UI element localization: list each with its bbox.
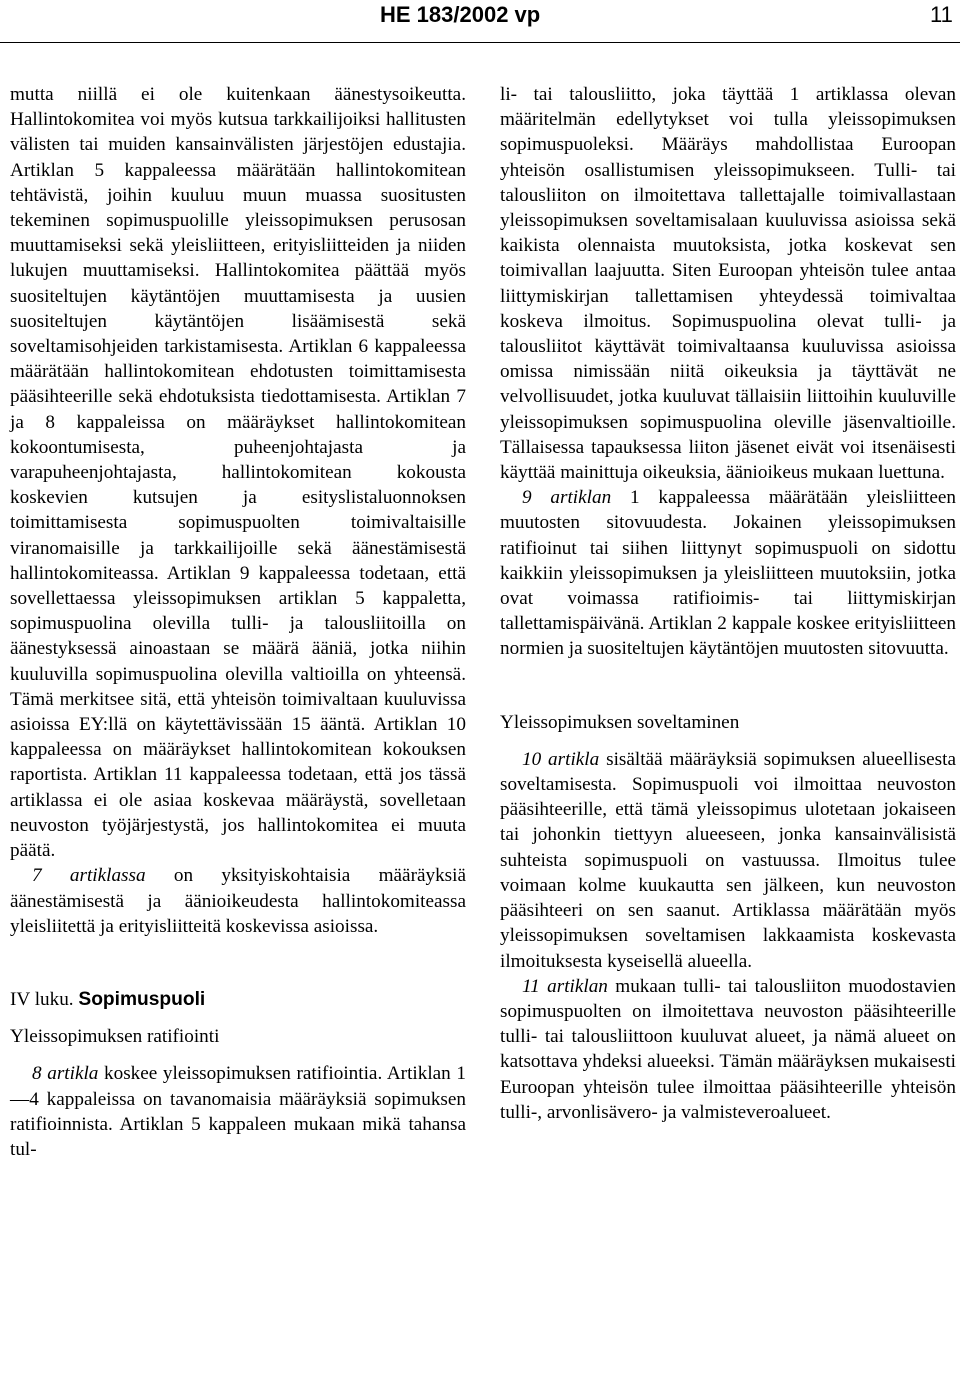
left-column xyxy=(10,82,466,1162)
article-term: 7 artiklassa xyxy=(32,865,146,887)
chapter-title: Sopimuspuoli xyxy=(78,988,206,1010)
spacer xyxy=(10,1012,466,1024)
paragraph-text: on yksityiskohtaisia määräyksiä äänestämisestä ja äänioikeudesta hallintokomiteassa yleisliitettä ja erityisliitteitä koskevissa asioissa. xyxy=(10,865,466,937)
paragraph-text: mukaan tulli- tai talousliiton muodostavien sopimuspuolten on ilmoitettava neuvoston pääsihteerille tulli- tai talousliittoon kuuluvat alueet, ja nämä alueet on katsottava yhdeksi alueeksi. Tämän määräyksen mukaisesti Euroopan yhteisön tulee ilmoittaa pääsihteerille yhteisön tulli-, arvonlisävero- ja valmisteveroalueet. xyxy=(500,975,956,1123)
section-heading: Yleissopimuksen ratifiointi xyxy=(10,1026,220,1048)
page-number: 11 xyxy=(930,2,953,27)
spacer xyxy=(500,735,956,747)
article-term: 9 artiklan xyxy=(522,487,612,509)
paragraph xyxy=(10,1061,466,1162)
document-title: HE 183/2002 vp xyxy=(380,2,541,27)
paragraph xyxy=(500,485,956,661)
article-term: 10 artikla xyxy=(522,748,600,770)
spacer xyxy=(10,939,466,987)
paragraph-text: sisältää määräyksiä sopimuksen alueellisesta soveltamisesta. Sopimuspuoli voi ilmoittaa neuvoston pääsihteerille, että tämä yleissopimus ulotetaan jokaiseen tai johonkin tiettyyn alueeseen, jonka kansainvälisistä suhteista sopimuspuoli on vastuussa. Ilmoitus tulee voimaan kolme kuukautta sen jälkeen, kun neuvoston pääsihteeri on sen saanut. Artiklassa määrätään myös yleissopimuksen soveltamisen lakkaamista koskevasta ilmoituksesta kyseisellä alueella. xyxy=(500,748,957,972)
header-rule xyxy=(0,42,960,43)
spacer xyxy=(10,1049,466,1061)
chapter-heading xyxy=(10,987,466,1012)
paragraph xyxy=(500,974,956,1125)
paragraph xyxy=(500,747,956,974)
paragraph: mutta niillä ei ole kuitenkaan äänestysoikeutta. Hallintokomitea voi myös kutsua tarkkailijoiksi hallitusten välisten tai muiden kansainvälisten järjestöjen edustajia. Artiklan 5 kappaleessa määrätään hallintokomitean tehtävistä, joihin kuuluu muun muassa suositusten tekeminen sopimuspuolille yleissopimuksen perusosan muuttamiseksi sekä yleisliitteen, erityisliitteiden ja niiden lukujen muuttamiseksi. Hallintokomitea päättää myös suositeltujen käytäntöjen muuttamisesta ja uusien suositeltujen käytäntöjen lisäämisestä sekä soveltamisohjeiden tarkistamisesta. Artiklan 6 kappaleessa määrätään hallintokomitean ehdotusten toimittamisesta pääsihteerille sekä ehdotuksista tiedottamisesta. Artiklan 7 ja 8 kappaleissa on määräykset hallintokomitean kokoontumisesta, puheenjohtajasta ja varapuheenjohtajasta, hallintokomitean kokousta koskevien kutsujen ja esityslistaluonnoksen toimittamisesta sopimuspuolten toimivaltaisille viranomaisille ja tarkkailijoille sekä äänestämisestä hallintokomiteassa. Artiklan 9 kappaleessa todetaan, että sovellettaessa yleissopimuksen artiklan 5 kappaletta, sopimuspuolina olevilla tulli- ja talousliitoilla on äänestyksessä ainoastaan se määrä ääniä, jotka niihin kuuluvilla sopimuspuolina olevilla valtioilla on yhteensä. Tämä merkitsee sitä, että yhteisön toimivaltaan kuuluvissa asioissa EY:llä on käytettävissään 15 ääntä. Artiklan 10 kappaleessa on määräykset hallintokomitean kokouksen raportista. Artiklan 11 kappaleessa todetaan, että jos tässä artiklassa ei ole asiaa koskevaa määräystä, sovelletaan neuvoston työjärjestystä, jos hallintokomitea ei muuta päätä. xyxy=(10,84,466,862)
article-term: 11 artiklan xyxy=(522,975,608,997)
section-heading: Yleissopimuksen soveltaminen xyxy=(500,711,740,733)
paragraph-text: koskee yleissopimuksen ratifiointia. Artiklan 1—4 kappaleissa on tavanomaisia määräyksiä sopimuksen ratifioinnista. Artiklan 5 kappaleen mukaan mikä tahansa tul- xyxy=(10,1063,466,1160)
right-column xyxy=(500,82,956,1125)
article-term: 8 artikla xyxy=(32,1063,99,1085)
chapter-prefix: IV luku. xyxy=(10,988,79,1010)
paragraph xyxy=(10,863,466,939)
spacer xyxy=(500,662,956,710)
paragraph-text: 1 kappaleessa määrätään yleisliitteen muutosten sitovuudesta. Jokainen yleissopimuksen ratifioinut tai siihen liittynyt sopimuspuoli on sidottu kaikkiin yleissopimuksen ja yleisliitteen muutoksiin, jotka ovat voimassa ratifioimis- tai liittymiskirjan tallettamispäivänä. Artiklan 2 kappale koskee erityisliitteen normien ja suositeltujen käytäntöjen muutosten sitovuutta. xyxy=(500,487,956,660)
paragraph: li- tai talousliitto, joka täyttää 1 artiklassa olevan määritelmän edellytykset voi tulla yleissopimuksen sopimuspuoleksi. Määräys mahdollistaa Euroopan yhteisön osallistumisen yleissopimukseen. Tulli- tai talousliiton on ilmoitettava tallettajalle toimivallastaan yleissopimuksen soveltamisalaan kuuluvissa asioissa sekä kaikista olennaista muutoksista, jotka koskevat sen toimivallan laajuutta. Siten Euroopan yhteisön tulee antaa liittymiskirjan tallettamisen yhteydessä toimivaltaa koskeva ilmoitus. Sopimuspuolina olevat tulli- ja talousliitot käyttävät toimivaltaansa kuuluvissa asioissa omissa nimissään niitä oikeuksia ja täyttävät ne velvollisuudet, jotka kuuluvat tällaisiin liittoihin kuuluville yleissopimuksen sopimuspuolina oleville jäsenvaltioille. Tällaisessa tapauksessa liiton jäsenet eivät voi itsenäisesti käyttää mainittuja oikeuksia, äänioikeus mukaan luettuna. xyxy=(500,84,956,484)
